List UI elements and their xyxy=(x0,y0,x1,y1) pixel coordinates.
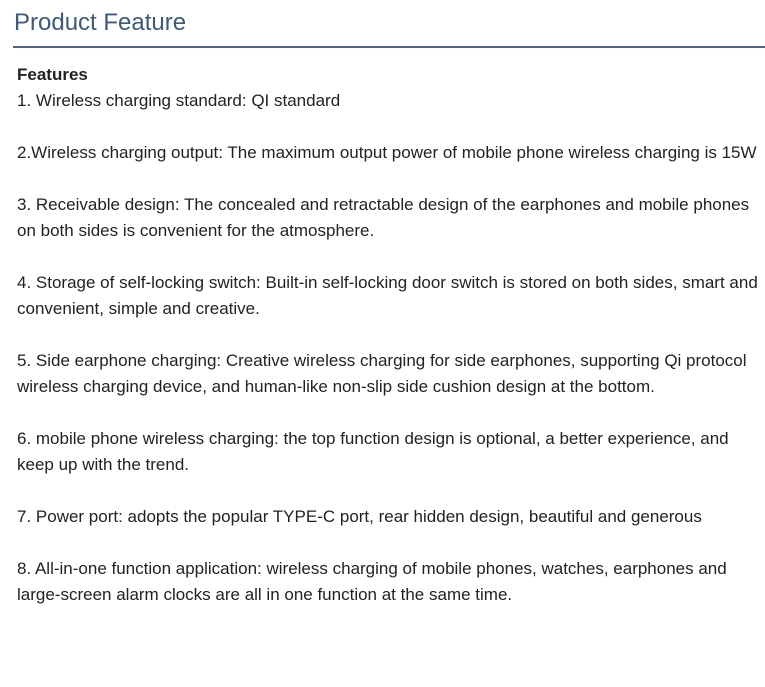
feature-item-5: 5. Side earphone charging: Creative wireless charging for side earphones, supporting Qi protocol wireless charging device, and human-like non-slip side cushion design at the bottom. xyxy=(17,351,747,396)
title-divider xyxy=(13,46,765,48)
features-heading: Features xyxy=(17,65,88,84)
section-title: Product Feature xyxy=(14,9,187,36)
feature-item-1: 1. Wireless charging standard: QI standard xyxy=(17,91,341,110)
feature-item-3: 3. Receivable design: The concealed and retractable design of the earphones and mobile phones on both sides is convenient for the atmosphere. xyxy=(17,195,750,240)
feature-item-8: 8. All-in-one function application: wireless charging of mobile phones, watches, earphones and large-screen alarm clocks are all in one function at the same time. xyxy=(17,559,727,604)
feature-item-7: 7. Power port: adopts the popular TYPE-C port, rear hidden design, beautiful and generous xyxy=(17,507,702,526)
feature-item-2: 2.Wireless charging output: The maximum output power of mobile phone wireless charging is 15W xyxy=(17,143,757,162)
features-content xyxy=(17,62,761,634)
feature-item-4: 4. Storage of self-locking switch: Built-in self-locking door switch is stored on both sides, smart and convenient, simple and creative. xyxy=(17,273,758,318)
feature-item-6: 6. mobile phone wireless charging: the top function design is optional, a better experience, and keep up with the trend. xyxy=(17,429,729,474)
